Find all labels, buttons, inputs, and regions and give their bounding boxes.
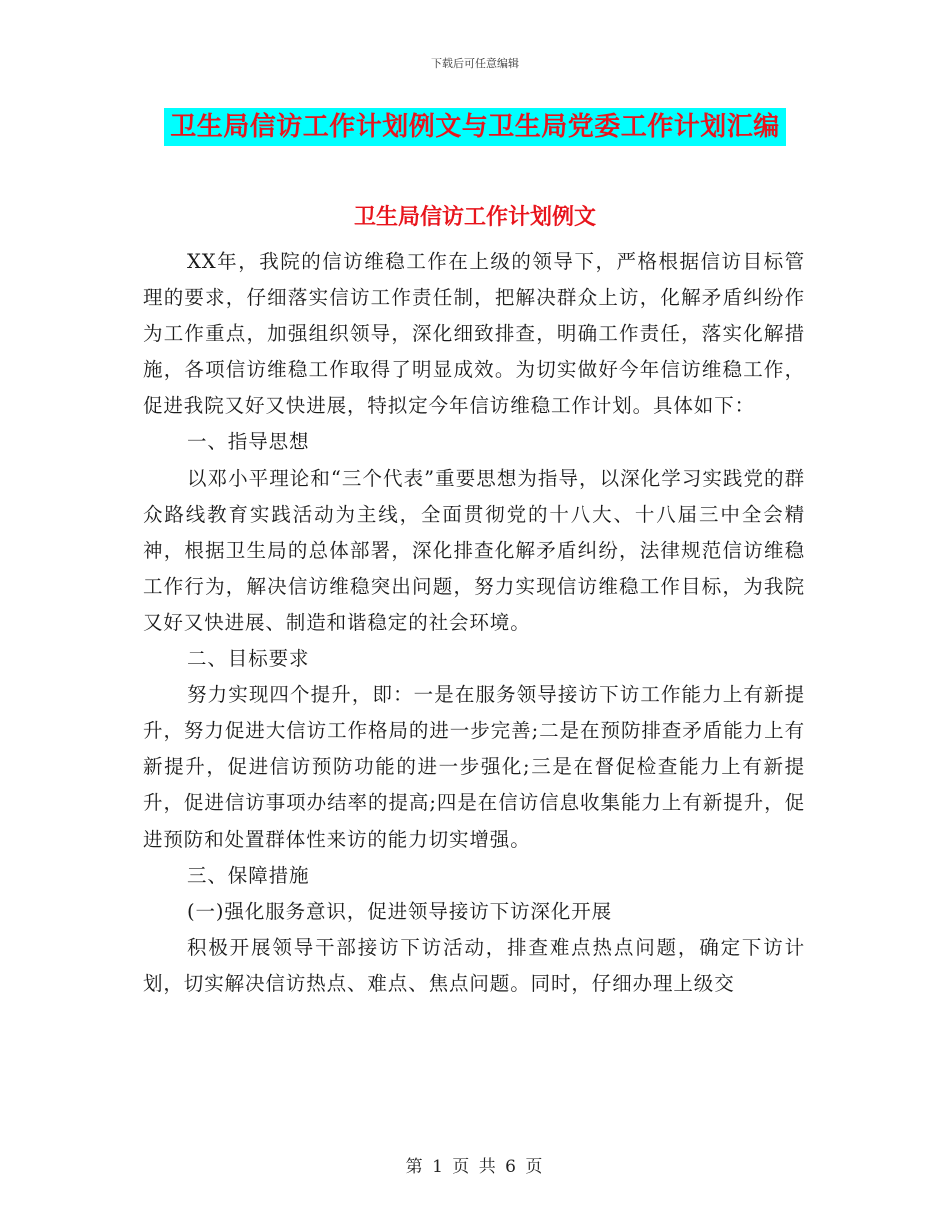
subheading-service-awareness: (一)强化服务意识，促进领导接访下访深化开展	[187, 899, 613, 923]
document-body	[143, 244, 805, 1002]
paragraph-service-awareness: 积极开展领导干部接访下访活动，排查难点热点问题，确定下访计划，切实解决信访热点、难点、焦点问题。同时，仔细办理上级交	[143, 935, 805, 995]
paragraph-intro: XX年，我院的信访维稳工作在上级的领导下，严格根据信访目标管理的要求，仔细落实信访工作责任制，把解决群众上访，化解矛盾纠纷作为工作重点，加强组织领导，深化细致排查，明确工作责任，落实化解措施，各项信访维稳工作取得了明显成效。为切实做好今年信访维稳工作，促进我院又好又快进展，特拟定今年信访维稳工作计划。具体如下：	[143, 250, 805, 418]
paragraph-guiding-ideology: 以邓小平理论和“三个代表”重要思想为指导，以深化学习实践党的群众路线教育实践活动为主线，全面贯彻党的十八大、十八届三中全会精神，根据卫生局的总体部署，深化排查化解矛盾纠纷，法律规范信访维稳工作行为，解决信访维稳突出问题，努力实现信访维稳工作目标，为我院又好又快进展、制造和谐稳定的社会环境。	[143, 466, 805, 634]
document-title-container	[0, 108, 950, 146]
heading-goals: 二、目标要求	[187, 647, 310, 671]
page-header-note: 下载后可任意编辑	[431, 57, 519, 70]
heading-guiding-ideology: 一、指导思想	[187, 430, 310, 454]
page-footer: 第 1 页 共 6 页	[405, 1157, 545, 1177]
document-title: 卫生局信访工作计划例文与卫生局党委工作计划汇编	[164, 108, 786, 146]
paragraph-goals: 努力实现四个提升，即：一是在服务领导接访下访工作能力上有新提升，努力促进大信访工作格局的进一步完善;二是在预防排查矛盾能力上有新提升，促进信访预防功能的进一步强化;三是在督促检查能力上有新提升，促进信访事项办结率的提高;四是在信访信息收集能力上有新提升，促进预防和处置群体性来访的能力切实增强。	[143, 683, 805, 851]
section-title: 卫生局信访工作计划例文	[353, 205, 596, 230]
heading-safeguards: 三、保障措施	[187, 863, 310, 887]
